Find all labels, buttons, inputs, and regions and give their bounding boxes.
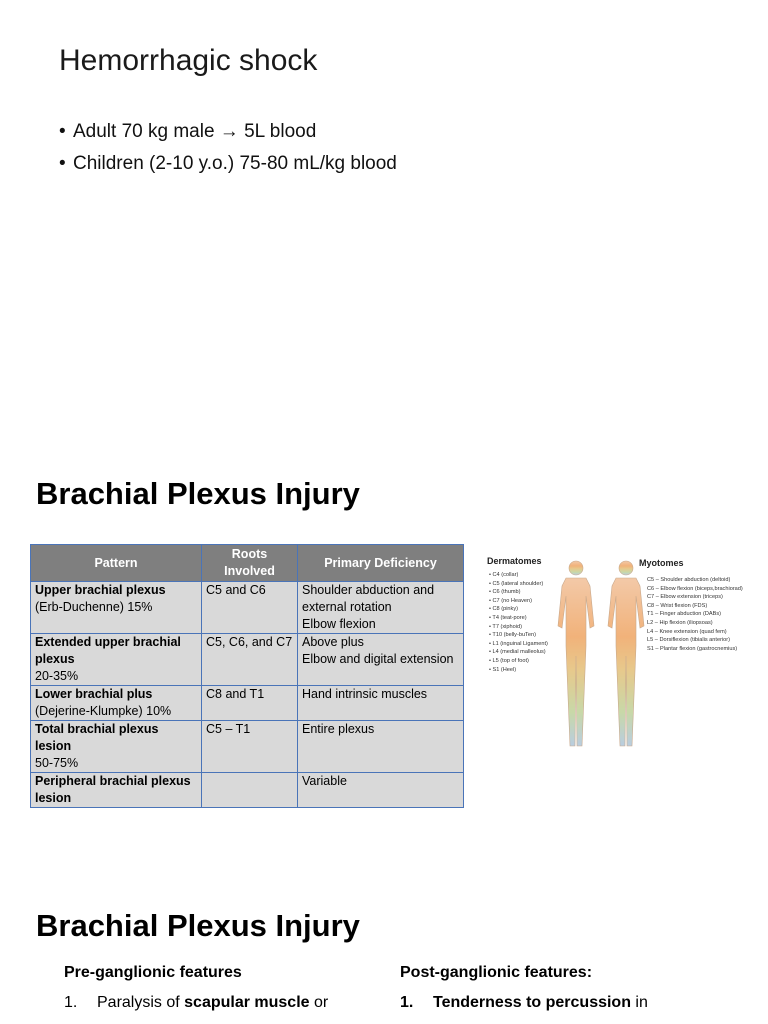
deficiency-cell: Variable bbox=[298, 773, 464, 808]
dermatome-item: • C6 (thumb) bbox=[489, 589, 521, 596]
table-row bbox=[31, 773, 464, 808]
myotome-item: C7 – Elbow extension (triceps) bbox=[647, 594, 723, 601]
deficiency-cell: Hand intrinsic muscles bbox=[298, 686, 464, 721]
myotome-item: T1 – Finger abduction (DABs) bbox=[647, 611, 721, 618]
pattern-cell: Extended upper brachial plexus 20-35% bbox=[31, 634, 202, 686]
slide-title-hemorrhagic-shock: Hemorrhagic shock bbox=[59, 44, 318, 77]
deficiency-cell: Shoulder abduction and external rotation Elbow flexion bbox=[298, 582, 464, 634]
dermatome-item: • L5 (top of foot) bbox=[489, 657, 529, 664]
dermatome-myotome-figure bbox=[484, 548, 754, 758]
dermatome-item: • T10 (belly-buTen) bbox=[489, 632, 536, 639]
dermatome-item: • C5 (lateral shoulder) bbox=[489, 580, 544, 587]
column-header: Pattern bbox=[31, 545, 202, 582]
list-item: 1. Tenderness to percussion in bbox=[400, 994, 648, 1011]
roots-cell: C5 – T1 bbox=[202, 721, 298, 773]
brachial-plexus-table bbox=[30, 544, 464, 808]
pre-ganglionic-heading: Pre-ganglionic features bbox=[64, 964, 242, 981]
roots-cell bbox=[202, 773, 298, 808]
bullet-dot: • bbox=[59, 153, 66, 174]
myotome-item: C5 – Shoulder abduction (deltoid) bbox=[647, 577, 731, 583]
bullet-item: • Children (2-10 y.o.) 75-80 mL/kg blood bbox=[59, 148, 397, 180]
human-body-dermatome-illustration bbox=[546, 556, 656, 756]
dermatome-item: • C7 (no Heaven) bbox=[489, 597, 532, 604]
dermatome-item: • T7 (xiphoid) bbox=[489, 623, 522, 630]
deficiency-cell: Above plus Elbow and digital extension bbox=[298, 634, 464, 686]
myotomes-list bbox=[647, 576, 743, 653]
list-item: 1. Paralysis of scapular muscle or bbox=[64, 994, 329, 1011]
slide-title-brachial-plexus: Brachial Plexus Injury bbox=[36, 476, 360, 511]
myotome-item: C6 – Elbow flexion (biceps,brachiorad) bbox=[647, 585, 743, 592]
deficiency-cell: Entire plexus bbox=[298, 721, 464, 773]
column-header: Roots Involved bbox=[202, 545, 298, 582]
table-row bbox=[31, 686, 464, 721]
dermatomes-heading: Dermatomes bbox=[487, 556, 542, 566]
bullet-item: • Adult 70 kg male → 5L blood bbox=[59, 116, 397, 148]
dermatome-item: • L1 (inguinal Ligament) bbox=[489, 640, 548, 647]
roots-cell: C8 and T1 bbox=[202, 686, 298, 721]
dermatomes-list bbox=[489, 571, 548, 674]
dermatome-item: • C8 (pinky) bbox=[489, 606, 519, 613]
roots-cell: C5 and C6 bbox=[202, 582, 298, 634]
myotome-item: L4 – Knee extension (quad fem) bbox=[647, 628, 727, 635]
table-row bbox=[31, 634, 464, 686]
post-ganglionic-column bbox=[400, 964, 648, 1012]
back-body-icon bbox=[608, 561, 644, 746]
dermatome-item: • L4 (medial malleolus) bbox=[489, 649, 546, 656]
table-row bbox=[31, 721, 464, 773]
bullet-list bbox=[59, 116, 397, 180]
table-row bbox=[31, 582, 464, 634]
front-body-icon bbox=[558, 561, 594, 746]
column-header: Primary Deficiency bbox=[298, 545, 464, 582]
roots-cell: C5, C6, and C7 bbox=[202, 634, 298, 686]
pattern-cell: Peripheral brachial plexus lesion bbox=[31, 773, 202, 808]
pattern-cell: Upper brachial plexus (Erb-Duchenne) 15% bbox=[31, 582, 202, 634]
table-header-row bbox=[31, 545, 464, 582]
pattern-cell: Lower brachial plus (Dejerine-Klumpke) 10% bbox=[31, 686, 202, 721]
myotome-item: L5 – Dorsiflexion (tibialis anterior) bbox=[647, 637, 731, 644]
post-ganglionic-heading: Post-ganglionic features: bbox=[400, 964, 593, 981]
myotome-item: S1 – Plantar flexion (gastrocnemius) bbox=[647, 645, 738, 652]
myotome-item: L2 – Hip flexion (iliopsoas) bbox=[647, 619, 713, 626]
bullet-dot: • bbox=[59, 121, 66, 142]
slide-title-brachial-plexus-2: Brachial Plexus Injury bbox=[36, 908, 360, 943]
dermatome-item: • C4 (collar) bbox=[489, 572, 519, 578]
dermatome-item: • T4 (teat-pore) bbox=[489, 614, 527, 621]
myotomes-heading: Myotomes bbox=[639, 558, 684, 568]
pattern-cell: Total brachial plexus lesion 50-75% bbox=[31, 721, 202, 773]
myotome-item: C8 – Wrist flexion (FDS) bbox=[647, 602, 708, 609]
pre-ganglionic-column bbox=[64, 964, 328, 1012]
dermatome-item: • S1 (Heel) bbox=[489, 666, 517, 673]
